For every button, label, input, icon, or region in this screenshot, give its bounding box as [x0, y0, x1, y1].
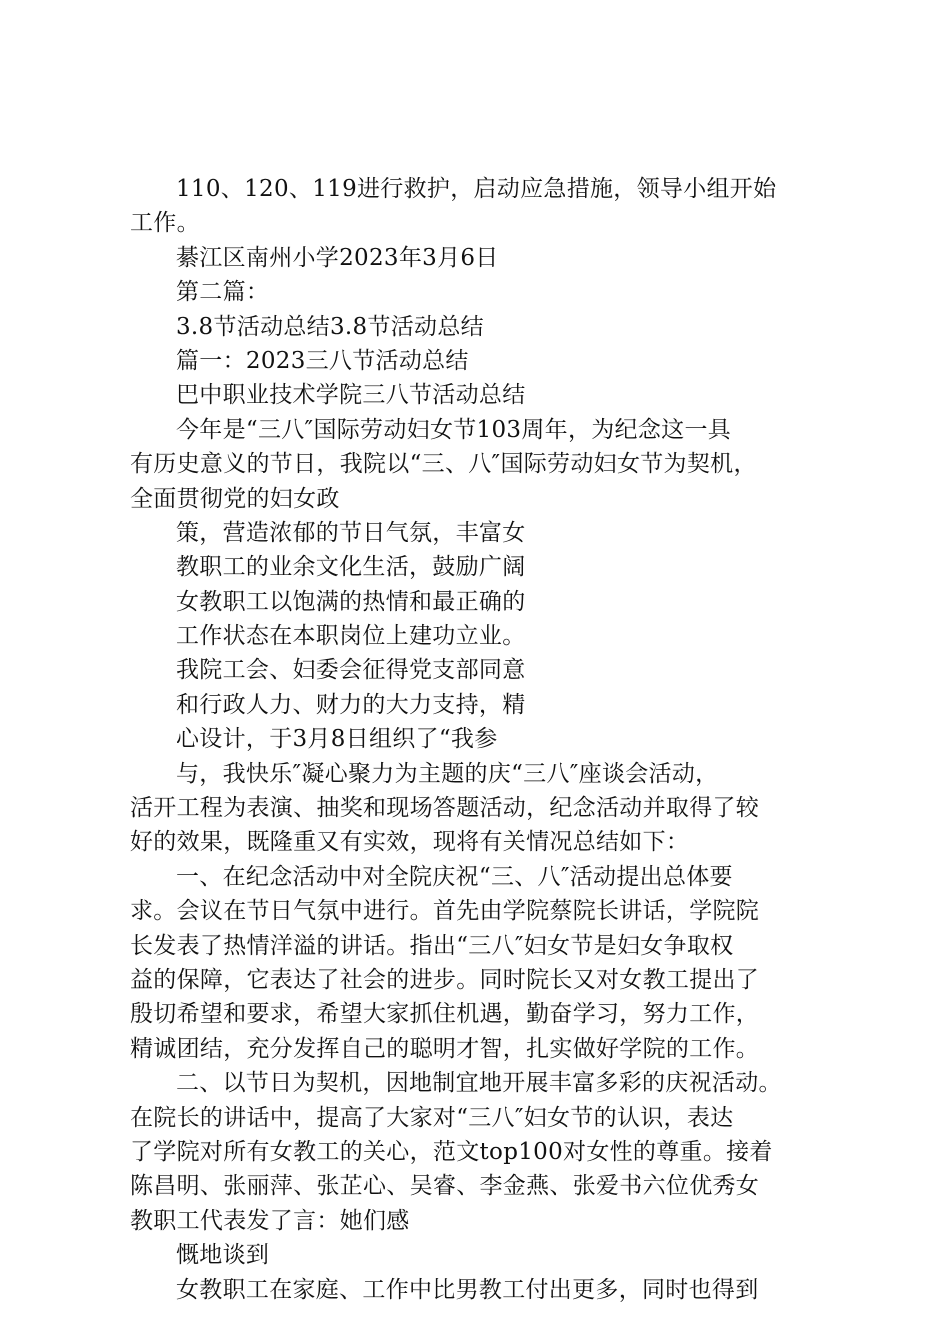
text-line: 工作。: [130, 210, 200, 237]
text-line: 篇一：2023三八节活动总结: [176, 347, 469, 374]
text-line: 在院长的讲话中，提高了大家对“三八″妇女节的认识，表达: [130, 1104, 734, 1131]
text-line: 与，我快乐″凝心聚力为主题的庆“三八″座谈会活动，: [176, 760, 719, 787]
text-line: 和行政人力、财力的大力支持，精: [176, 691, 526, 718]
text-line: 110、120、119进行救护，启动应急措施，领导小组开始: [176, 176, 777, 202]
text-line: 长发表了热情洋溢的讲话。指出“三八″妇女节是妇女争取权: [130, 932, 734, 959]
text-line: 了学院对所有女教工的关心，范文top100对女性的尊重。接着: [130, 1138, 773, 1165]
text-line: 策，营造浓郁的节日气氛，丰富女: [176, 519, 526, 546]
text-line: 綦江区南州小学2023年3月6日: [176, 244, 499, 271]
text-line: 有历史意义的节日，我院以“三、八″国际劳动妇女节为契机，: [130, 451, 757, 478]
text-line: 教职工的业余文化生活，鼓励广阔: [176, 554, 526, 581]
document-body: [130, 172, 830, 1307]
text-line: 第二篇：: [176, 279, 270, 306]
text-line: 3.8节活动总结3.8节活动总结: [176, 313, 484, 340]
text-line: 心设计，于3月8日组织了“我参: [176, 726, 498, 753]
text-line: 殷切希望和要求，希望大家抓住机遇，勤奋学习，努力工作，: [130, 1001, 760, 1028]
text-line: 精诚团结，充分发挥自己的聪明才智，扎实做好学院的工作。: [130, 1035, 760, 1062]
text-line: 好的效果，既隆重又有实效，现将有关情况总结如下：: [130, 829, 690, 856]
text-line: 女教职工以饱满的热情和最正确的: [176, 588, 526, 615]
text-line: 二、以节日为契机，因地制宜地开展丰富多彩的庆祝活动。: [176, 1070, 782, 1097]
text-line: 我院工会、妇委会征得党支部同意: [176, 657, 526, 684]
text-line: 工作状态在本职岗位上建功立业。: [176, 623, 526, 650]
text-line: 求。会议在节日气氛中进行。首先由学院蔡院长讲话，学院院: [130, 898, 760, 925]
text-line: 今年是“三八″国际劳动妇女节103周年，为纪念这一具: [176, 416, 732, 443]
text-line: 全面贯彻党的妇女政: [130, 485, 340, 512]
text-line: 益的保障，它表达了社会的进步。同时院长又对女教工提出了: [130, 966, 760, 993]
text-line: 一、在纪念活动中对全院庆祝“三、八″活动提出总体要: [176, 863, 733, 890]
text-line: 巴中职业技术学院三八节活动总结: [176, 382, 526, 409]
text-line: 活开工程为表演、抽奖和现场答题活动，纪念活动并取得了较: [130, 795, 760, 822]
text-line: 教职工代表发了言：她们感: [130, 1207, 410, 1234]
text-line: 慨地谈到: [176, 1242, 270, 1269]
text-line: 陈昌明、张丽萍、张芷心、吴睿、李金燕、张爱书六位优秀女: [130, 1173, 760, 1200]
text-line: 女教职工在家庭、工作中比男教工付出更多，同时也得到: [176, 1276, 759, 1303]
